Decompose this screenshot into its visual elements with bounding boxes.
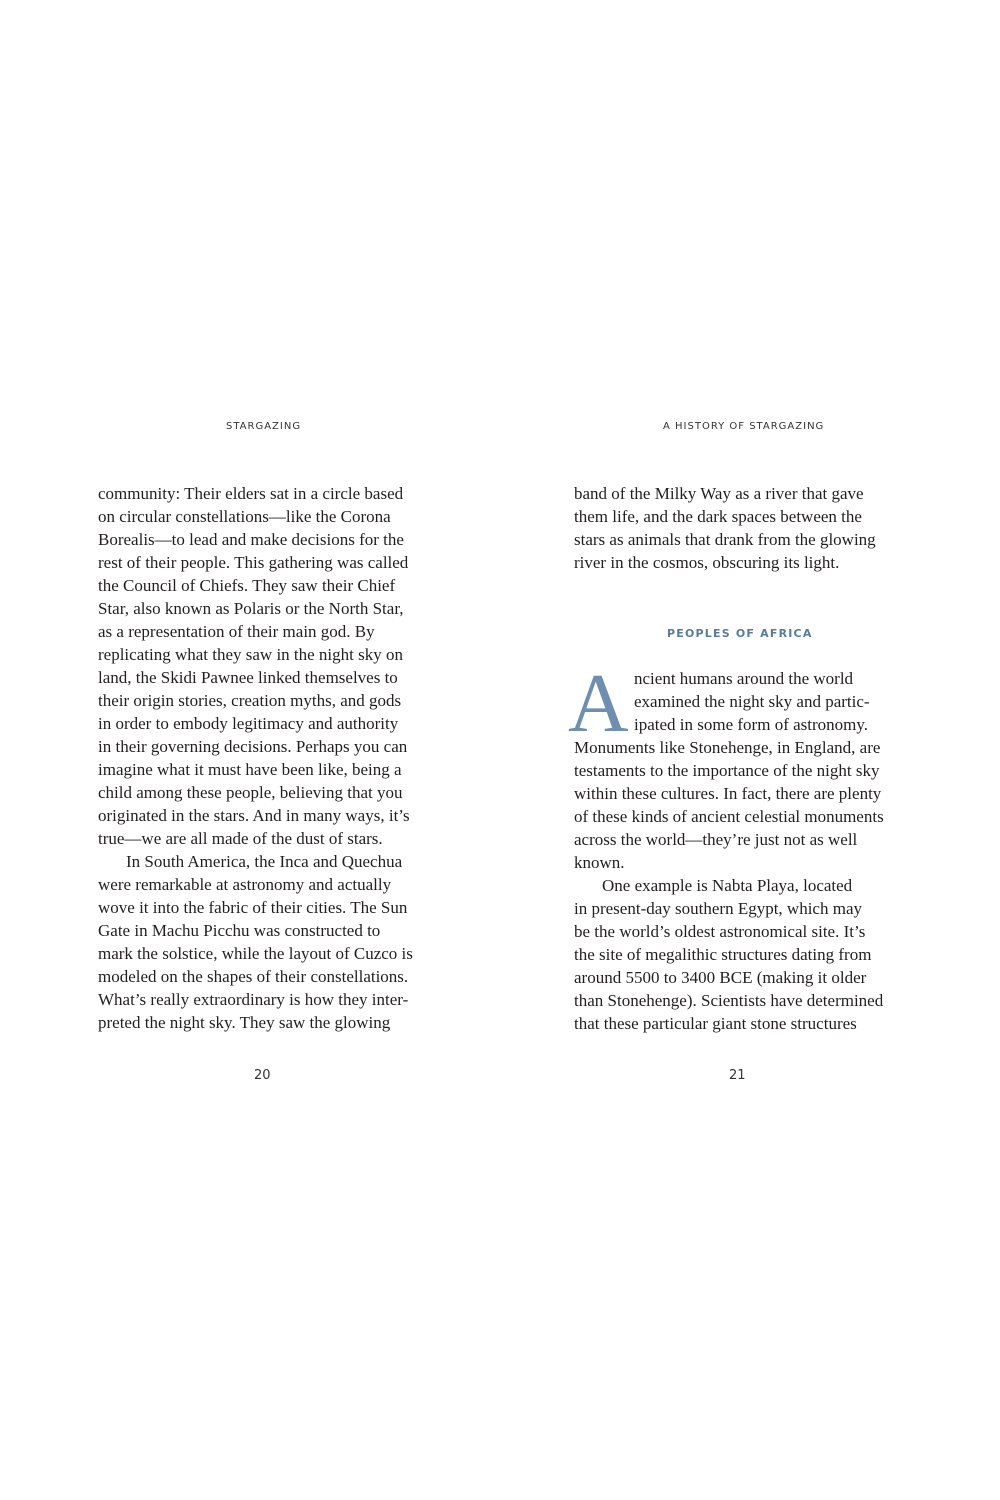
text-line: that these particular giant stone structures [574,1014,857,1033]
text-line: of these kinds of ancient celestial monuments [574,807,884,826]
text-line: community: Their elders sat in a circle based [98,484,404,503]
right-page-continued-text [574,482,904,574]
text-line-indented: One example is Nabta Playa, located [602,876,853,895]
text-line: across the world—they’re just not as well [574,830,858,849]
text-line: on circular constellations—like the Corona [98,507,391,526]
text-line: land, the Skidi Pawnee linked themselves to [98,668,398,687]
text-line: the site of megalithic structures dating from [574,945,872,964]
right-page-body [574,736,904,1035]
text-line: river in the cosmos, obscuring its light. [574,553,840,572]
text-line: rest of their people. This gathering was called [98,553,409,572]
page-number-left: 20 [254,1068,271,1083]
text-line: preted the night sky. They saw the glowing [98,1013,391,1032]
running-head-right: A HISTORY OF STARGAZING [663,421,825,432]
text-line: Borealis—to lead and make decisions for the [98,530,404,549]
text-line: replicating what they saw in the night sky on [98,645,403,664]
text-line: their origin stories, creation myths, and gods [98,691,402,710]
right-page [500,0,1000,1500]
text-line: stars as animals that drank from the glowing [574,530,876,549]
text-line: be the world’s oldest astronomical site. It’s [574,922,866,941]
text-line: ipated in some form of astronomy. [634,715,869,734]
text-line: wove it into the fabric of their cities. The Sun [98,898,408,917]
text-line: imagine what it must have been like, being a [98,760,402,779]
running-head-left: STARGAZING [226,421,302,432]
text-line: Monuments like Stonehenge, in England, are [574,738,881,757]
text-line: the Council of Chiefs. They saw their Chief [98,576,396,595]
text-line: known. [574,853,625,872]
text-line: band of the Milky Way as a river that gave [574,484,864,503]
text-line: Gate in Machu Picchu was constructed to [98,921,381,940]
text-line: in order to embody legitimacy and authority [98,714,399,733]
text-line: within these cultures. In fact, there are plenty [574,784,882,803]
text-line: than Stonehenge). Scientists have determined [574,991,884,1010]
text-line: child among these people, believing that you [98,783,403,802]
text-line: Star, also known as Polaris or the North Star, [98,599,404,618]
drop-cap-paragraph-lines [634,667,904,736]
text-line: true—we are all made of the dust of stars. [98,829,383,848]
page-number-right: 21 [729,1068,746,1083]
text-line: them life, and the dark spaces between the [574,507,862,526]
text-line: originated in the stars. And in many ways, it’s [98,806,410,825]
text-line: mark the solstice, while the layout of Cuzco is [98,944,413,963]
text-line: examined the night sky and partic- [634,692,870,711]
left-page-body [98,482,428,1034]
text-line: What’s really extraordinary is how they inter- [98,990,409,1009]
text-line: as a representation of their main god. By [98,622,375,641]
text-line: modeled on the shapes of their constellations. [98,967,409,986]
text-line: testaments to the importance of the night sky [574,761,880,780]
section-heading: PEOPLES OF AFRICA [667,627,813,640]
text-line-indented: In South America, the Inca and Quechua [126,852,403,871]
drop-cap: A [568,657,629,750]
text-line: in their governing decisions. Perhaps you can [98,737,408,756]
text-line: around 5500 to 3400 BCE (making it older [574,968,867,987]
text-line: were remarkable at astronomy and actually [98,875,392,894]
text-line: in present-day southern Egypt, which may [574,899,862,918]
text-line: ncient humans around the world [634,669,854,688]
